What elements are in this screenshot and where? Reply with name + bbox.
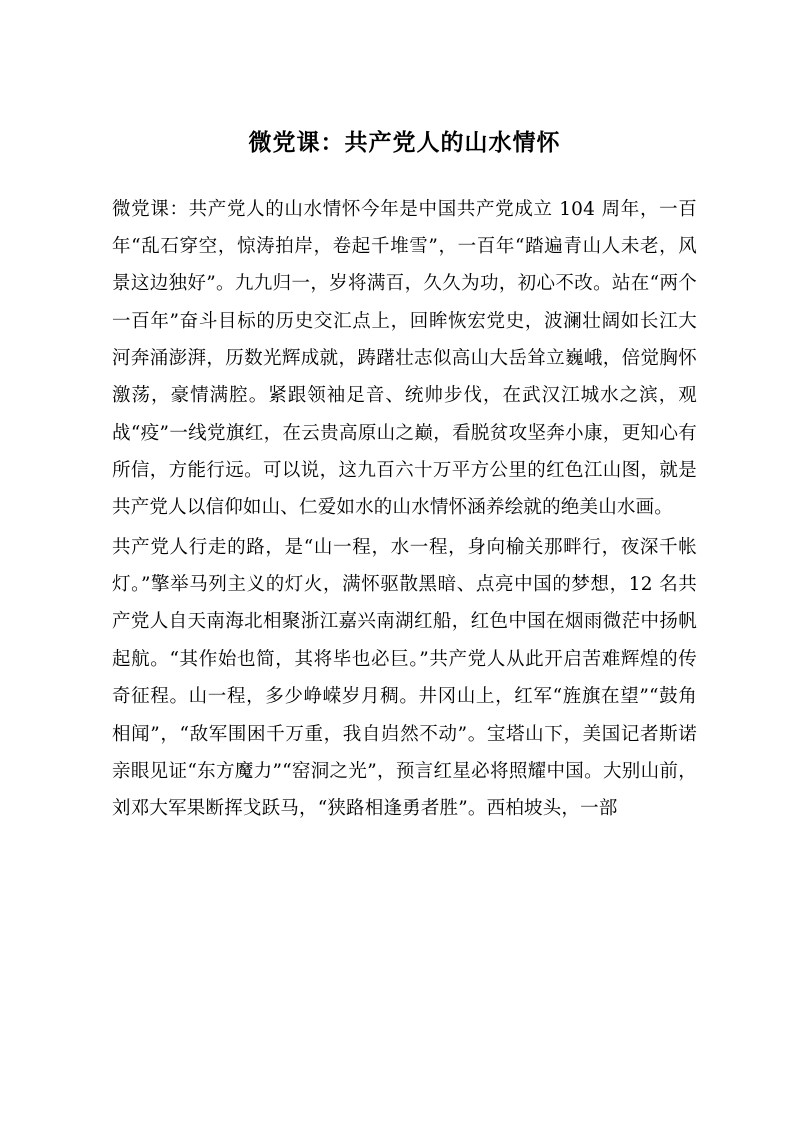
page-title: 微党课：共产党人的山水情怀 (248, 130, 561, 156)
paragraph-1: 微党课：共产党人的山水情怀今年是中国共产党成立 104 周年，一百年“乱石穿空，惊涛拍岸，卷起千堆雪”，一百年“踏遍青山人未老，风景这边独好”。九九归一，岁将满百，久久为功，初心不改。站在“两个一百年”奋斗目标的历史交汇点上，回眸恢宏党史，波澜壮阔如长江大河奔涌澎湃，历数光辉成就，踌躇壮志似高山大岳耸立巍峨，倍觉胸怀激荡，豪情满腔。紧跟领袖足音、统帅步伐，在武汉江城水之滨，观战“疫”一线党旗红，在云贵高原山之巅，看脱贫攻坚奔小康，更知心有所信，方能行远。可以说，这九百六十万平方公里的红色江山图，就是共产党人以信仰如山、仁爱如水的山水情怀涵养绘就的绝美山水画。 (112, 198, 697, 519)
paragraph-2: 共产党人行走的路，是“山一程，水一程，身向榆关那畔行，夜深千帐灯。”擎举马列主义的灯火，满怀驱散黑暗、点亮中国的梦想，12 名共产党人自天南海北相聚浙江嘉兴南湖红船，红色中国在烟雨微茫中扬帆起航。“其作始也简，其将毕也必巨。”共产党人从此开启苦难辉煌的传奇征程。山一程，多少峥嵘岁月稠。井冈山上，红军“旌旗在望”“鼓角相闻”，“敌军围困千万重，我自岿然不动”。宝塔山下，美国记者斯诺亲眼见证“东方魔力”“窑洞之光”，预言红星必将照耀中国。大别山前，刘邓大军果断挥戈跃马，“狭路相逢勇者胜”。西柏坡头，一部 (112, 536, 697, 820)
